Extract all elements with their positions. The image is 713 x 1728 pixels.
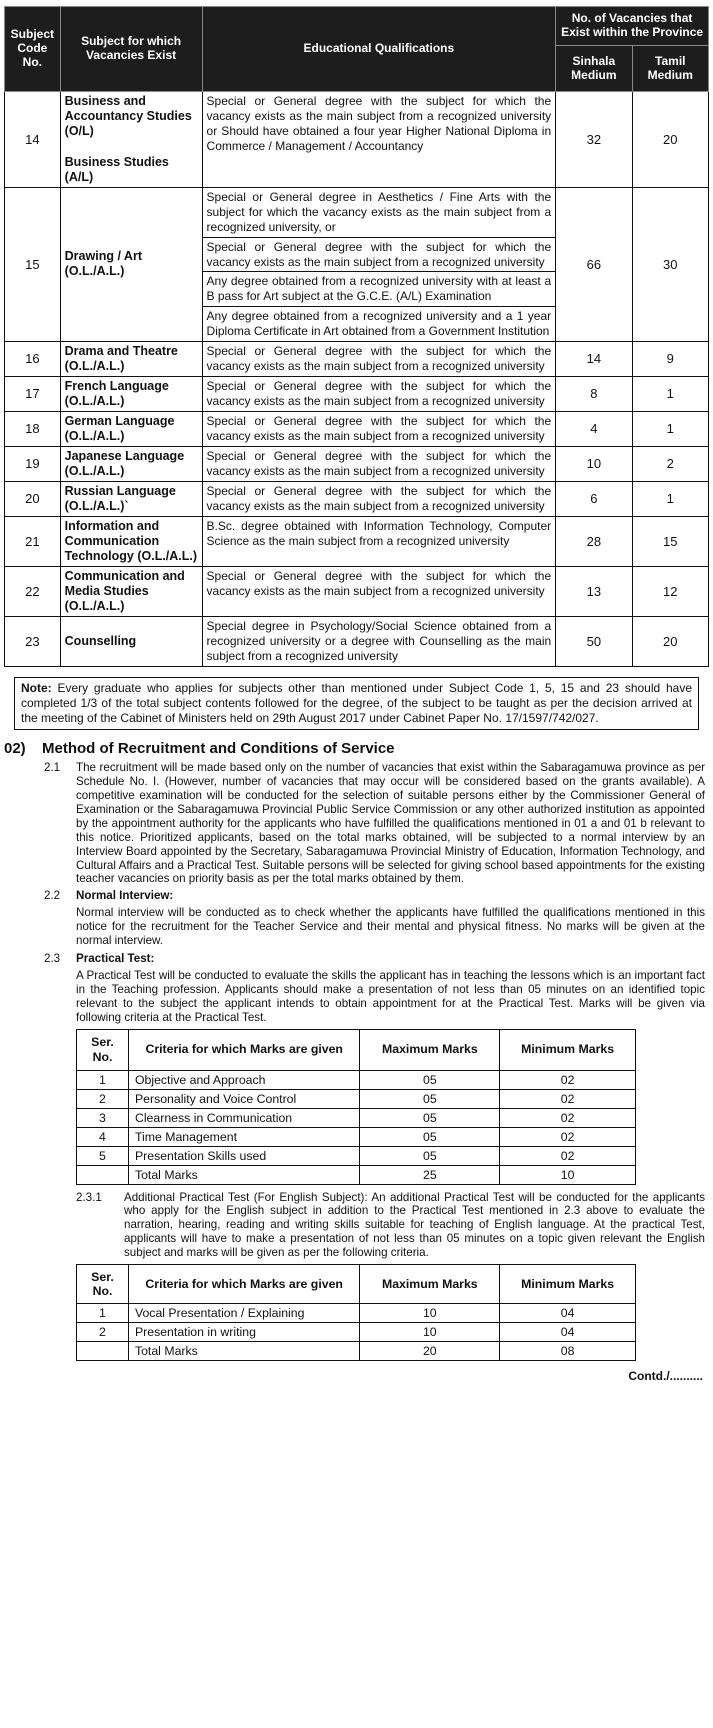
- vacancy-table-body: [5, 92, 709, 667]
- maximum-marks: 20: [360, 1342, 500, 1361]
- table-row: [77, 1108, 636, 1127]
- minimum-marks: 02: [500, 1127, 636, 1146]
- header-min: Minimum Marks: [500, 1029, 636, 1070]
- table-row: [77, 1070, 636, 1089]
- table-row: [5, 376, 709, 411]
- table-row: [77, 1304, 636, 1323]
- maximum-marks: 10: [360, 1304, 500, 1323]
- tamil-vacancies: 9: [632, 341, 708, 376]
- header-code: Subject Code No.: [5, 7, 61, 92]
- subject-name: [60, 446, 202, 481]
- clause-2-3: [4, 952, 709, 966]
- subject-code: 15: [5, 188, 61, 342]
- subject-code: 17: [5, 376, 61, 411]
- maximum-marks: 10: [360, 1323, 500, 1342]
- criteria: Clearness in Communication: [128, 1108, 360, 1127]
- qualification-item: Special or General degree with the subject for which the vacancy exists as the main subject from a recognized university: [206, 413, 552, 443]
- subject-name: [60, 566, 202, 616]
- table-row: [77, 1146, 636, 1165]
- criteria: Personality and Voice Control: [128, 1089, 360, 1108]
- subject-code: 23: [5, 616, 61, 666]
- qualification-item: Special or General degree with the subject for which the vacancy exists as the main subject from a recognized university: [206, 568, 552, 598]
- minimum-marks: 02: [500, 1146, 636, 1165]
- table-row: [77, 1165, 636, 1184]
- note-text: Every graduate who applies for subjects other than mentioned under Subject Code 1, 5, 15 and 23 should have completed 1/3 of the total subject contents followed for the degree, of the subject to be taught as per the decision arrived at the meeting of the Cabinet of Ministers held on 29th August 2017 under Cabinet Paper No. 17/1597/742/027.: [21, 680, 693, 725]
- subject-name: [60, 188, 202, 342]
- subject-line: Business Studies (A/L): [64, 155, 169, 184]
- minimum-marks: 02: [500, 1108, 636, 1127]
- sinhala-vacancies: 13: [556, 566, 632, 616]
- qualification-item: Any degree obtained from a recognized university and a 1 year Diploma Certificate in Art obtained from a Government Institution: [206, 309, 552, 338]
- header-tamil: Tamil Medium: [632, 46, 708, 92]
- qualifications-cell: [202, 481, 556, 516]
- clause-2-2: [4, 889, 709, 903]
- subject-name: [60, 341, 202, 376]
- vacancy-table: [4, 6, 709, 667]
- english-test-criteria-table: [76, 1264, 636, 1361]
- maximum-marks: 05: [360, 1146, 500, 1165]
- criteria: Total Marks: [128, 1165, 360, 1184]
- maximum-marks: 25: [360, 1165, 500, 1184]
- qualifications-cell: [202, 92, 556, 188]
- qualification-item: Special or General degree with the subject for which the vacancy exists as the main subject from a recognized university: [206, 343, 552, 373]
- maximum-marks: 05: [360, 1070, 500, 1089]
- clause-text: Additional Practical Test (For English Subject): An additional Practical Test will be conducted for the applicants who apply for the English subject in addition to the Practical Test mentioned in 2.3 above to evaluate the narration, hearing, reading and writing skills suitable for teaching of English language. At the practical Test, applicants will have to make a presentation of not less than 05 minutes on a topic given relevant the English subject and marks will be given as per the following criteria.: [124, 1190, 705, 1260]
- header-criteria: Criteria for which Marks are given: [128, 1029, 360, 1070]
- serial-number: 3: [77, 1108, 129, 1127]
- sinhala-vacancies: 28: [556, 516, 632, 566]
- tamil-vacancies: 2: [632, 446, 708, 481]
- subject-code: 16: [5, 341, 61, 376]
- sinhala-vacancies: 14: [556, 341, 632, 376]
- qualifications-cell: [202, 411, 556, 446]
- sinhala-vacancies: 4: [556, 411, 632, 446]
- subject-name: [60, 92, 202, 188]
- table-row: [5, 481, 709, 516]
- table-row: [77, 1089, 636, 1108]
- section-number: 02): [4, 740, 26, 758]
- subject-name: [60, 481, 202, 516]
- qualification-item: Any degree obtained from a recognized university with at least a B pass for Art subject at the G.C.E. (A/L) Examination: [203, 272, 556, 307]
- clause-number: 2.1: [44, 761, 61, 775]
- qualification-item: Special or General degree with the subject for which the vacancy exists as the main subject from a recognized university or Should have obtained a four year Higher National Diploma in Commerce / Management / Accountancy: [206, 94, 552, 153]
- maximum-marks: 05: [360, 1108, 500, 1127]
- clause-text: The recruitment will be made based only on the number of vacancies that exist within the Sabaragamuwa province as per Schedule No. I. (However, number of vacancies that may occur will be considered based on the grants available). A competitive examination will be conducted for the selection of suitable persons either by the Commissioner General of Examination or the Sabaragamuwa Provincial Public Service Commission or any other authorized institution as appointed by the appointment authority for the applicants who have fulfilled the qualifications mentioned in 01 a and 01 b relevant to this notice. Prioritized applicants, based on the total marks obtained, will be subjected to a normal interview by an Interview Board appointed by the Secretary, Sabaragamuwa Provincial Ministry of Education, Information Technology, and Cultural Affairs and a Practical Test. Suitable persons will be selected for giving school based appointments for the existing teacher vacancies on priority basis as per the total marks obtained by them.: [76, 761, 705, 886]
- sinhala-vacancies: 50: [556, 616, 632, 666]
- subject-line: German Language (O.L./A.L.): [64, 413, 175, 443]
- minimum-marks: 04: [500, 1323, 636, 1342]
- criteria: Vocal Presentation / Explaining: [128, 1304, 360, 1323]
- subject-line: French Language (O.L./A.L.): [64, 378, 169, 408]
- subject-line: Counselling: [64, 633, 137, 648]
- table-row: [5, 92, 709, 188]
- table-row: [5, 566, 709, 616]
- qualification-item: Special or General degree with the subject for which the vacancy exists as the main subject from a recognized university: [206, 378, 552, 408]
- table-row: [5, 616, 709, 666]
- qualification-item: Special degree in Psychology/Social Science obtained from a recognized university or a degree with Counselling as the main subject from a recognized university: [206, 618, 552, 663]
- clause-2-3-1: [4, 1191, 709, 1261]
- header-ser: Ser. No.: [77, 1029, 129, 1070]
- minimum-marks: 10: [500, 1165, 636, 1184]
- maximum-marks: 05: [360, 1089, 500, 1108]
- table-row: [5, 188, 709, 342]
- section-title: Method of Recruitment and Conditions of Service: [42, 740, 395, 758]
- criteria: Total Marks: [128, 1342, 360, 1361]
- header-max: Maximum Marks: [360, 1029, 500, 1070]
- header-ser: Ser. No.: [77, 1265, 129, 1304]
- tamil-vacancies: 30: [632, 188, 708, 342]
- subject-code: 19: [5, 446, 61, 481]
- clause-number: 2.3.1: [76, 1190, 102, 1204]
- serial-number: 5: [77, 1146, 129, 1165]
- header-subject: Subject for which Vacancies Exist: [60, 7, 202, 92]
- clause-2-2-text: Normal interview will be conducted as to check whether the applicants have fulfilled the qualifications mentioned in this notice for the recruitment for the Teacher Service and their mental and physical fitness. No marks will be given at the normal interview.: [76, 906, 705, 948]
- note-box: [14, 677, 699, 731]
- qualification-item: Special or General degree with the subject for which the vacancy exists as the main subject from a recognized university: [203, 238, 556, 273]
- criteria: Presentation in writing: [128, 1323, 360, 1342]
- subject-line: Business and Accountancy Studies (O/L): [64, 94, 192, 138]
- table-row: [5, 446, 709, 481]
- tamil-vacancies: 1: [632, 376, 708, 411]
- qualification-item: Special or General degree with the subject for which the vacancy exists as the main subject from a recognized university: [206, 448, 552, 478]
- table-row: [77, 1342, 636, 1361]
- serial-number: 2: [77, 1089, 129, 1108]
- serial-number: [77, 1165, 129, 1184]
- qualifications-cell: [202, 188, 556, 342]
- subject-line: Russian Language (O.L./A.L.)`: [64, 483, 176, 513]
- qualifications-cell: [202, 566, 556, 616]
- tamil-vacancies: 1: [632, 411, 708, 446]
- table-row: [5, 411, 709, 446]
- qualification-item: B.Sc. degree obtained with Information Technology, Computer Science as the main subject from a recognized university: [206, 518, 552, 548]
- serial-number: [77, 1342, 129, 1361]
- subject-code: 21: [5, 516, 61, 566]
- tamil-vacancies: 15: [632, 516, 708, 566]
- tamil-vacancies: 20: [632, 616, 708, 666]
- clause-2-3-text: A Practical Test will be conducted to evaluate the skills the applicant has in teaching the lessons which is an important fact in the Teaching profession. Applicants should make a presentation of not less than 05 minutes on an identified topic relevant to the subject the applicant intends to obtain appointment for at the Practical Test. Marks will be given via following criteria at the Practical Test.: [76, 968, 705, 1024]
- qualifications-cell: [202, 376, 556, 411]
- criteria: Objective and Approach: [128, 1070, 360, 1089]
- header-min: Minimum Marks: [500, 1265, 636, 1304]
- serial-number: 2: [77, 1323, 129, 1342]
- table-row: [5, 341, 709, 376]
- clause-title: Practical Test:: [76, 951, 155, 965]
- qualification-item: Special or General degree in Aesthetics / Fine Arts with the subject for which the vacancy exists as the main subject from a recognized university, or: [203, 188, 556, 238]
- subject-line: Drama and Theatre (O.L./A.L.): [64, 343, 178, 373]
- qualifications-cell: [202, 341, 556, 376]
- sinhala-vacancies: 6: [556, 481, 632, 516]
- serial-number: 1: [77, 1304, 129, 1323]
- minimum-marks: 02: [500, 1089, 636, 1108]
- tamil-vacancies: 12: [632, 566, 708, 616]
- qualifications-cell: [202, 616, 556, 666]
- minimum-marks: 02: [500, 1070, 636, 1089]
- subject-name: [60, 516, 202, 566]
- tamil-vacancies: 1: [632, 481, 708, 516]
- subject-code: 20: [5, 481, 61, 516]
- practical-test-criteria-table: [76, 1029, 636, 1185]
- subject-line: Communication and Media Studies (O.L./A.L.): [64, 568, 185, 613]
- english-table-body: [77, 1304, 636, 1361]
- subject-code: 18: [5, 411, 61, 446]
- sinhala-vacancies: 66: [556, 188, 632, 342]
- section-heading: [4, 740, 709, 757]
- header-sinhala: Sinhala Medium: [556, 46, 632, 92]
- header-vacancies: No. of Vacancies that Exist within the Province: [556, 7, 709, 46]
- subject-name: [60, 411, 202, 446]
- criteria: Time Management: [128, 1127, 360, 1146]
- header-max: Maximum Marks: [360, 1265, 500, 1304]
- subject-code: 22: [5, 566, 61, 616]
- subject-line: Information and Communication Technology (O.L./A.L.): [64, 518, 198, 563]
- subject-line: Japanese Language (O.L./A.L.): [64, 448, 185, 478]
- note-label: Note:: [21, 680, 52, 695]
- subject-code: 14: [5, 92, 61, 188]
- sinhala-vacancies: 10: [556, 446, 632, 481]
- serial-number: 1: [77, 1070, 129, 1089]
- criteria: Presentation Skills used: [128, 1146, 360, 1165]
- header-qualifications: Educational Qualifications: [202, 7, 556, 92]
- continued-marker: Contd./..........: [628, 1369, 703, 1384]
- minimum-marks: 08: [500, 1342, 636, 1361]
- qualification-item: Special or General degree with the subject for which the vacancy exists as the main subject from a recognized university: [206, 483, 552, 513]
- subject-name: [60, 376, 202, 411]
- sinhala-vacancies: 8: [556, 376, 632, 411]
- subject-name: [60, 616, 202, 666]
- header-criteria: Criteria for which Marks are given: [128, 1265, 360, 1304]
- clause-number: 2.2: [44, 889, 61, 903]
- qualifications-cell: [202, 516, 556, 566]
- criteria-table-body: [77, 1070, 636, 1184]
- serial-number: 4: [77, 1127, 129, 1146]
- qualifications-cell: [202, 446, 556, 481]
- tamil-vacancies: 20: [632, 92, 708, 188]
- table-row: [5, 516, 709, 566]
- table-row: [77, 1323, 636, 1342]
- table-row: [77, 1127, 636, 1146]
- clause-2-1: [4, 761, 709, 886]
- maximum-marks: 05: [360, 1127, 500, 1146]
- subject-line: Drawing / Art (O.L./A.L.): [64, 249, 142, 279]
- clause-title: Normal Interview:: [76, 889, 174, 903]
- clause-number: 2.3: [44, 951, 61, 965]
- sinhala-vacancies: 32: [556, 92, 632, 188]
- minimum-marks: 04: [500, 1304, 636, 1323]
